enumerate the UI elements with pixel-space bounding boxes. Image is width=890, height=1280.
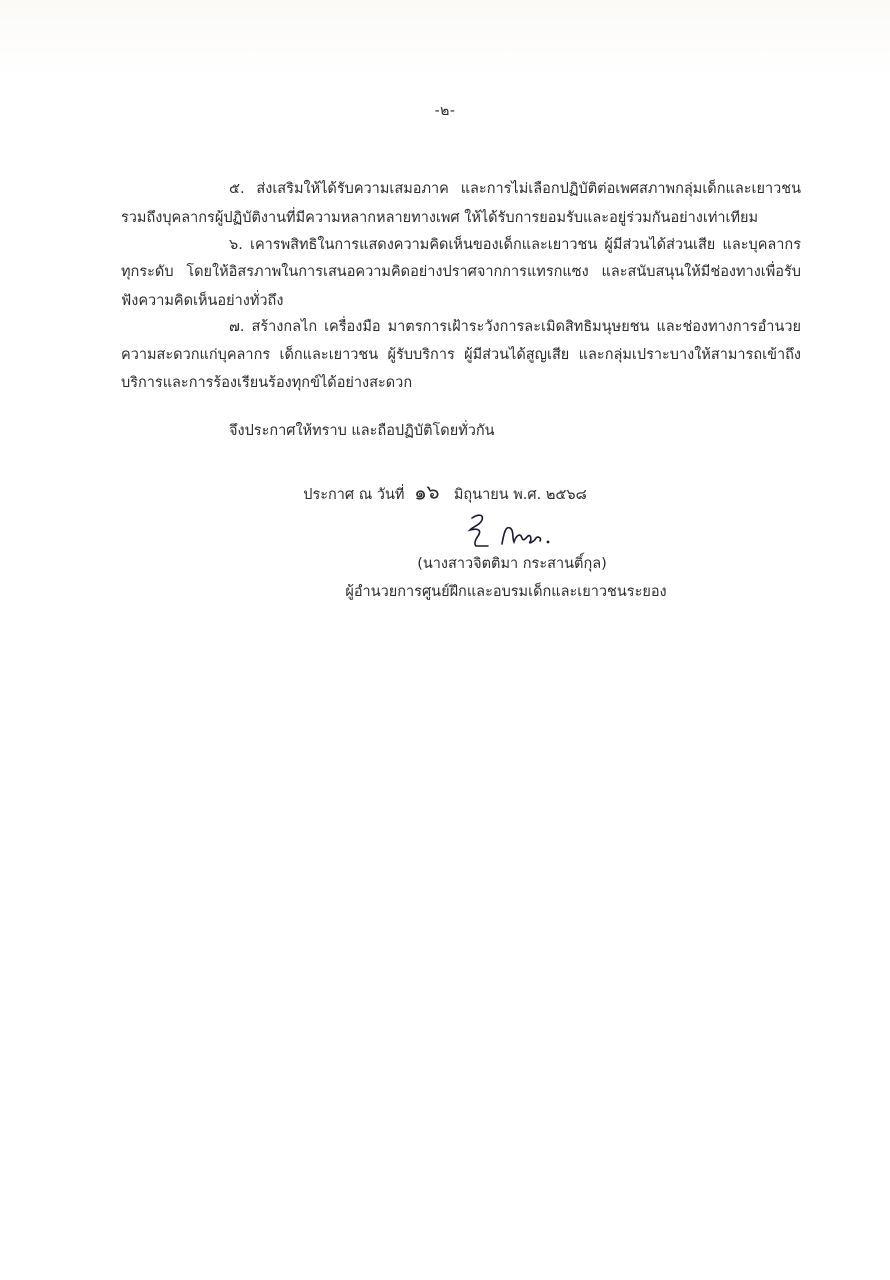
paragraph-7-line-3: บริการและการร้องเรียนร้องทุกข์ได้อย่างสะดวก — [121, 375, 413, 391]
signer-title: ผู้อำนวยการศูนย์ฝึกและอบรมเด็กและเยาวชนระยอง — [345, 584, 667, 600]
announcement-day: ๑๖ — [413, 479, 441, 505]
paragraph-5-line-2: รวมถึงบุคลากรผู้ปฏิบัติงานที่มีความหลากหลายทางเพศ ให้ได้รับการยอมรับและอยู่ร่วมกันอย่างเท่าเทียม — [121, 210, 759, 226]
paragraph-7-line-2: ความสะดวกแก่บุคลากร เด็กและเยาวชน ผู้รับบริการ ผู้มีส่วนได้สูญเสีย และกลุ่มเปราะบางให้สามารถเข้าถึง — [121, 347, 801, 363]
announcement-prefix: ประกาศ ณ วันที่ — [303, 487, 405, 503]
paragraph-5-line-1: ๕. ส่งเสริมให้ได้รับความเสมอภาค และการไม่เลือกปฏิบัติต่อเพศสภาพกลุ่มเด็กและเยาวชน — [229, 181, 801, 197]
announcement-date — [0, 476, 890, 508]
paragraph-6-line-1: ๖. เคารพสิทธิในการแสดงความคิดเห็นของเด็กและเยาวชน ผู้มีส่วนได้ส่วนเสีย และบุคลากร — [229, 237, 801, 253]
announcement-month-year: มิถุนายน พ.ศ. ๒๕๖๘ — [453, 487, 587, 503]
closing-statement: จึงประกาศให้ทราบ และถือปฏิบัติโดยทั่วกัน — [229, 423, 495, 439]
signer-name: (นางสาวจิตติมา กระสานติ์กุล) — [417, 556, 607, 572]
paragraph-6-line-3: ฟังความคิดเห็นอย่างทั่วถึง — [121, 293, 284, 309]
paragraph-7-line-1: ๗. สร้างกลไก เครื่องมือ มาตรการเฝ้าระวังการละเมิดสิทธิมนุษยชน และช่องทางการอำนวย — [229, 319, 801, 335]
page-number: -๒- — [434, 103, 456, 119]
handwritten-signature — [462, 508, 557, 553]
paragraph-6-line-2: ทุกระดับ โดยให้อิสรภาพในการเสนอความคิดอย่างปราศจากการแทรกแซง และสนับสนุนให้มีช่องทางเพื่อรับ — [121, 264, 801, 280]
